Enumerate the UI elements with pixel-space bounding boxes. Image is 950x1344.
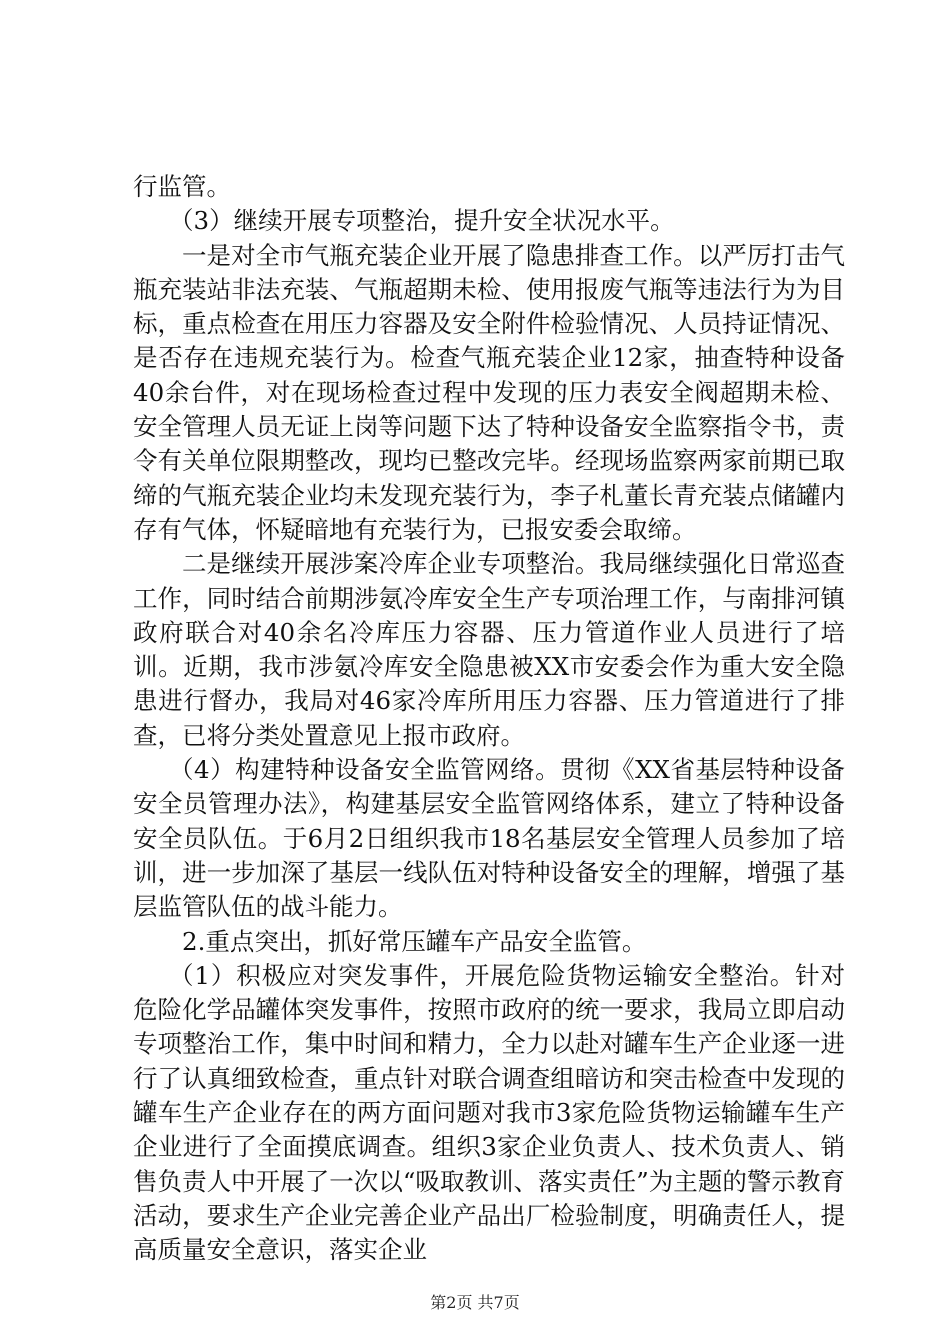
paragraph-section-2-heading: 2.重点突出，抓好常压罐车产品安全监管。	[182, 926, 647, 956]
paragraph-heading-3: （3）继续开展专项整治，提升安全状况水平。	[169, 206, 675, 236]
paragraph-heading-4: （4）构建特种设备安全监管网络。贯彻《XX省基层特种设备安全员管理办法》，构建基层安全监管网络体系，建立了特种设备安全员队伍。于6月2日组织我市18名基层安全管理人员参加了培训，进一步加深了基层一线队伍对特种设备安全的理解，增强了基层监管队伍的战斗能力。	[133, 755, 845, 922]
page-footer: 第2页 共7页	[430, 1293, 520, 1312]
paragraph-tank-truck-safety: （1）积极应对突发事件，开展危险货物运输安全整治。针对危险化学品罐体突发事件，按照市政府的统一要求，我局立即启动专项整治工作，集中时间和精力，全力以赴对罐车生产企业逐一进行了认真细致检查，重点针对联合调查组暗访和突击检查中发现的罐车生产企业存在的两方面问题对我市3家危险货物运输罐车生产企业进行了全面摸底调查。组织3家企业负责人、技术负责人、销售负责人中开展了一次以“吸取教训、落实责任”为主题的警示教育活动，要求生产企业完善企业产品出厂检验制度，明确责任人，提高质量安全意识，落实企业	[133, 960, 845, 1265]
paragraph-cold-storage-rectification: 二是继续开展涉案冷库企业专项整治。我局继续强化日常巡查工作，同时结合前期涉氨冷库安全生产专项治理工作，与南排河镇政府联合对40余名冷库压力容器、压力管道作业人员进行了培训。近期，我市涉氨冷库安全隐患被XX市安委会作为重大安全隐患进行督办，我局对46家冷库所用压力容器、压力管道进行了排查，已将分类处置意见上报市政府。	[133, 549, 845, 750]
paragraph-gas-cylinder-inspection: 一是对全市气瓶充装企业开展了隐患排查工作。以严厉打击气瓶充装站非法充装、气瓶超期未检、使用报废气瓶等违法行为为目标，重点检查在用压力容器及安全附件检验情况、人员持证情况、是否存在违规充装行为。检查气瓶充装企业12家，抽查特种设备40余台件，对在现场检查过程中发现的压力表安全阀超期未检、安全管理人员无证上岗等问题下达了特种设备安全监察指令书，责令有关单位限期整改，现均已整改完毕。经现场监察两家前期已取缔的气瓶充装企业均未发现充装行为，李子札董长青充装点储罐内存有气体，怀疑暗地有充装行为，已报安委会取缔。	[133, 240, 845, 544]
paragraph-continuation: 行监管。	[133, 172, 231, 201]
document-body	[133, 170, 845, 1268]
